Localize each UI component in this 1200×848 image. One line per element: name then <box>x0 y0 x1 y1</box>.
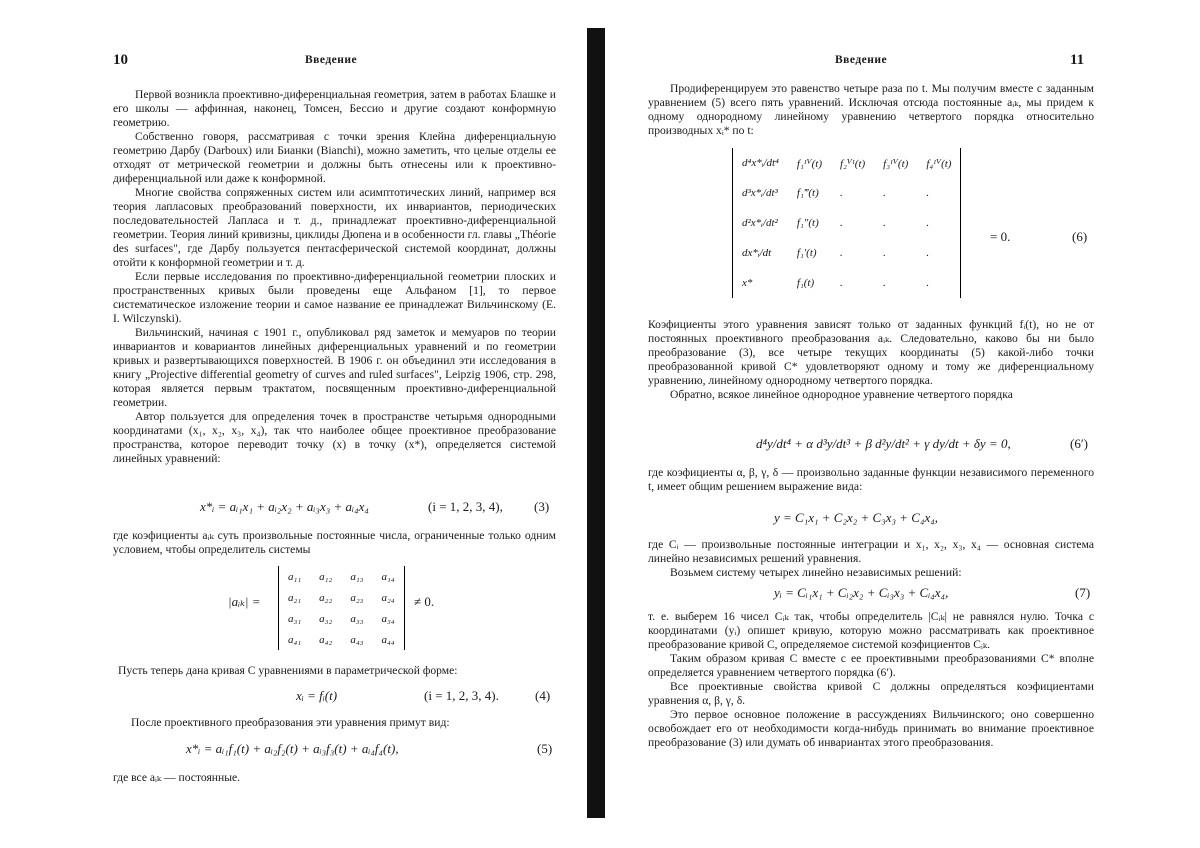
paragraph: Все проективные свойства кривой C должны определяться коэфициентами уравнения α, β, γ, δ. <box>648 680 1094 708</box>
paragraph: После проективного преобразования эти уравнения примут вид: <box>131 716 561 730</box>
determinant-cell: . <box>917 178 961 208</box>
body-text-block-3 <box>648 466 1094 494</box>
determinant-cell: d²x*ᵢ/dt² <box>733 208 788 238</box>
equation-6-prime: d⁴y/dt⁴ + α d³y/dt³ + β d²y/dt² + γ dy/dt + δy = 0, <box>756 436 1011 452</box>
paragraph: Пусть теперь дана кривая C уравнениями в параметрической форме: <box>118 664 561 678</box>
determinant-row <box>279 566 405 587</box>
determinant-cell: a₁₃ <box>341 566 372 587</box>
determinant-cell: . <box>831 208 874 238</box>
determinant-cell: a₁₂ <box>310 566 341 587</box>
determinant-cell: f₁″(t) <box>788 208 831 238</box>
body-text-block-4 <box>131 716 561 730</box>
running-header: Введение <box>835 54 887 66</box>
determinant-cell: f₁(t) <box>788 268 831 298</box>
equation-5-number: (5) <box>537 741 552 757</box>
determinant-row <box>733 178 961 208</box>
determinant-cell: a₂₃ <box>341 587 372 608</box>
determinant-label: |aᵢₖ| = <box>228 594 260 610</box>
equation-4: xᵢ = fᵢ(t) <box>296 688 337 704</box>
body-text-block-3 <box>118 664 561 678</box>
determinant-cell: a₂₄ <box>372 587 404 608</box>
paragraph: Коэфициенты этого уравнения зависят только от заданных функций fᵢ(t), но не от постоянных проективного преобразования aᵢₖ. Следовательно, каково бы ни было преобразование (3), все четыре текущих координаты (5) какой-либо точки преобразованной кривой C* удовлетворяют одному и тому же диференциальному уравнению, линейному однородному четвертого порядка. <box>648 318 1094 388</box>
determinant-cell: a₃₃ <box>341 608 372 629</box>
determinant-6-tail: = 0. <box>990 229 1010 245</box>
determinant-cell: . <box>874 268 917 298</box>
paragraph: Обратно, всякое линейное однородное уравнение четвертого порядка <box>648 388 1094 402</box>
paragraph: Первой возникла проективно-диференциальная геометрия, затем в работах Блашке и его школы — аффинная, наконец, Томсен, Бессио и другие создают конформную геометрию. <box>113 88 556 130</box>
paragraph: Собственно говоря, рассматривая с точки зрения Клейна диференциальную геометрию Дарбу (Darboux) или Бианки (Bianchi), можно заметить, что целые отделы ее отходят от метрической геометрии и должны быть отнесены или к проективно-диференциальной или даже к конформной. <box>113 130 556 186</box>
determinant-cell: a₄₁ <box>279 629 311 650</box>
body-text-block-4 <box>648 538 1094 580</box>
paragraph: Если первые исследования по проективно-диференциальной геометрии плоских и пространственных кривых были проведены еще Альфаном [1], то первое систематическое изложение теории и самое название ее принадлежат Вильчинскому (E. I. Wilczynski). <box>113 270 556 326</box>
equation-7: yᵢ = Cᵢ₁x₁ + Cᵢ₂x₂ + Cᵢ₃x₃ + Cᵢ₄x₄, <box>774 585 948 601</box>
determinant-cell: a₂₁ <box>279 587 311 608</box>
equation-6-prime-number: (6′) <box>1070 436 1088 452</box>
paragraph: Вильчинский, начиная с 1901 г., опубликовал ряд заметок и мемуаров по теории инвариантов и ковариантов линейных диференциальных уравнений и по геометрии кривых и развертывающихся поверхностей. В 1906 г. он объединил эти исследования в книгу „Projective differential geometry of curves and ruled surfaces", Leipzig 1906, стр. 298, которая является первым трактатом, посвященным проективно-диференциальной геометрии. <box>113 326 556 410</box>
determinant-row <box>733 208 961 238</box>
determinant-cell: a₁₄ <box>372 566 404 587</box>
determinant-cell: f₄ᴵⱽ(t) <box>917 148 961 178</box>
right-page <box>606 0 1200 848</box>
determinant-row <box>733 148 961 178</box>
body-text-block-2 <box>648 318 1094 402</box>
determinant-cell: f₂ⱽᴵ(t) <box>831 148 874 178</box>
paragraph: где Cᵢ — произвольные постоянные интеграции и x₁, x₂, x₃, x₄ — основная система линейно независимых решений уравнения. <box>648 538 1094 566</box>
determinant-cell: . <box>831 268 874 298</box>
running-header: Введение <box>305 54 357 66</box>
paragraph: Возьмем систему четырех линейно независимых решений: <box>648 566 1094 580</box>
determinant-cell: a₄₂ <box>310 629 341 650</box>
determinant-tail: ≠ 0. <box>414 594 434 610</box>
determinant-cell: dx*ᵢ/dt <box>733 238 788 268</box>
body-text-block-5 <box>113 771 556 785</box>
paragraph: где коэфициенты α, β, γ, δ — произвольно заданные функции независимого переменного t, имеет общим решением выражение вида: <box>648 466 1094 494</box>
equation-6-number: (6) <box>1072 229 1087 245</box>
determinant-row <box>279 587 405 608</box>
paragraph: Автор пользуется для определения точек в пространстве четырьмя однородными координатами (x₁, x₂, x₃, x₄), так что наиболее общее проективное преобразование пространства, которое переводит точку (x) в точку (x*), определяется системой линейных уравнений: <box>113 410 556 466</box>
determinant-cell: a₂₂ <box>310 587 341 608</box>
determinant-cell: a₄₄ <box>372 629 404 650</box>
left-page <box>0 0 596 848</box>
paragraph: где коэфициенты aᵢₖ суть произвольные постоянные числа, ограниченные только одним условием, чтобы определитель системы <box>113 529 556 557</box>
equation-4-range: (i = 1, 2, 3, 4). <box>424 688 499 704</box>
body-text-block-5 <box>648 610 1094 750</box>
body-text-block-1 <box>113 88 556 466</box>
determinant-cell: a₃₂ <box>310 608 341 629</box>
determinant-cell: . <box>874 238 917 268</box>
determinant-cell: a₁₁ <box>279 566 311 587</box>
body-text-block-2 <box>113 529 556 557</box>
determinant-cell: . <box>874 208 917 238</box>
paragraph: где все aᵢₖ — постоянные. <box>113 771 556 785</box>
paragraph: Многие свойства сопряженных систем или асимптотических линий, например вся теория лапласовых преобразований поверхности, их инвариантов, периодических последовательностей Лапласа и т. д., принадлежат проективно-диференциальной геометрии. Теория линий кривизны, циклиды Дюпена и в особенности гл. главы „Théorie des surfaces", где Дарбу пользуется пентасферической системой координат, должны отойти к конформной геометрии и т. д. <box>113 186 556 270</box>
equation-5: x*ᵢ = aᵢ₁f₁(t) + aᵢ₂f₂(t) + aᵢ₃f₃(t) + aᵢ₄f₄(t), <box>186 741 399 757</box>
determinant-cell: . <box>831 238 874 268</box>
equation-4-number: (4) <box>535 688 550 704</box>
equation-y: y = C₁x₁ + C₂x₂ + C₃x₃ + C₄x₄, <box>774 510 938 526</box>
determinant-cell: a₃₁ <box>279 608 311 629</box>
equation-3: x*ᵢ = aᵢ₁x₁ + aᵢ₂x₂ + aᵢ₃x₃ + aᵢ₄x₄ <box>200 499 369 515</box>
determinant-cell: f₁′(t) <box>788 238 831 268</box>
paragraph: Продиференцируем это равенство четыре раза по t. Мы получим вместе с заданным уравнением (5) всего пять уравнений. Исключая отсюда постоянные aᵢₖ, мы придем к одному однородному линейному уравнению четвертого порядка относительно производных xᵢ* по t: <box>648 82 1094 138</box>
determinant-cell: . <box>917 268 961 298</box>
body-text-block-1 <box>648 82 1094 138</box>
paragraph: Таким образом кривая C вместе с ее проективными преобразованиями C* вполне определяется уравнением четвертого порядка (6′). <box>648 652 1094 680</box>
paragraph: т. е. выберем 16 чисел Cᵢₖ так, чтобы определитель |Cᵢₖ| не равнялся нулю. Точка с координатами (yᵢ) опишет кривую, которую можно рассматривать как проективное преобразование кривой C, определяемое системой коэфициентов Cᵢₖ. <box>648 610 1094 652</box>
determinant-row <box>733 268 961 298</box>
paragraph: Это первое основное положение в рассуждениях Вильчинского; оно совершенно освобождает его от необходимости когда-нибудь принимать во внимание проективное преобразование (3) или думать об инвариантах этого преобразования. <box>648 708 1094 750</box>
equation-3-number: (3) <box>534 499 549 515</box>
determinant-row <box>279 608 405 629</box>
equation-3-range: (i = 1, 2, 3, 4), <box>428 499 503 515</box>
determinant-cell: a₄₃ <box>341 629 372 650</box>
determinant-cell: a₃₄ <box>372 608 404 629</box>
determinant-cell: f₁ᴵⱽ(t) <box>788 148 831 178</box>
determinant-row <box>733 238 961 268</box>
determinant-cell: d⁴x*ᵢ/dt⁴ <box>733 148 788 178</box>
page-number: 10 <box>113 52 128 69</box>
determinant-cell: d³x*ᵢ/dt³ <box>733 178 788 208</box>
page-number: 11 <box>1070 52 1084 69</box>
determinant-cell: . <box>831 178 874 208</box>
determinant-cell: . <box>874 178 917 208</box>
determinant-cell: . <box>917 208 961 238</box>
equation-7-number: (7) <box>1075 585 1090 601</box>
determinant-row <box>279 629 405 650</box>
determinant-6 <box>732 148 961 298</box>
determinant-cell: . <box>917 238 961 268</box>
determinant-cell: x* <box>733 268 788 298</box>
determinant-cell: f₃ᴵⱽ(t) <box>874 148 917 178</box>
determinant-aik <box>278 566 405 650</box>
determinant-cell: f₁‴(t) <box>788 178 831 208</box>
